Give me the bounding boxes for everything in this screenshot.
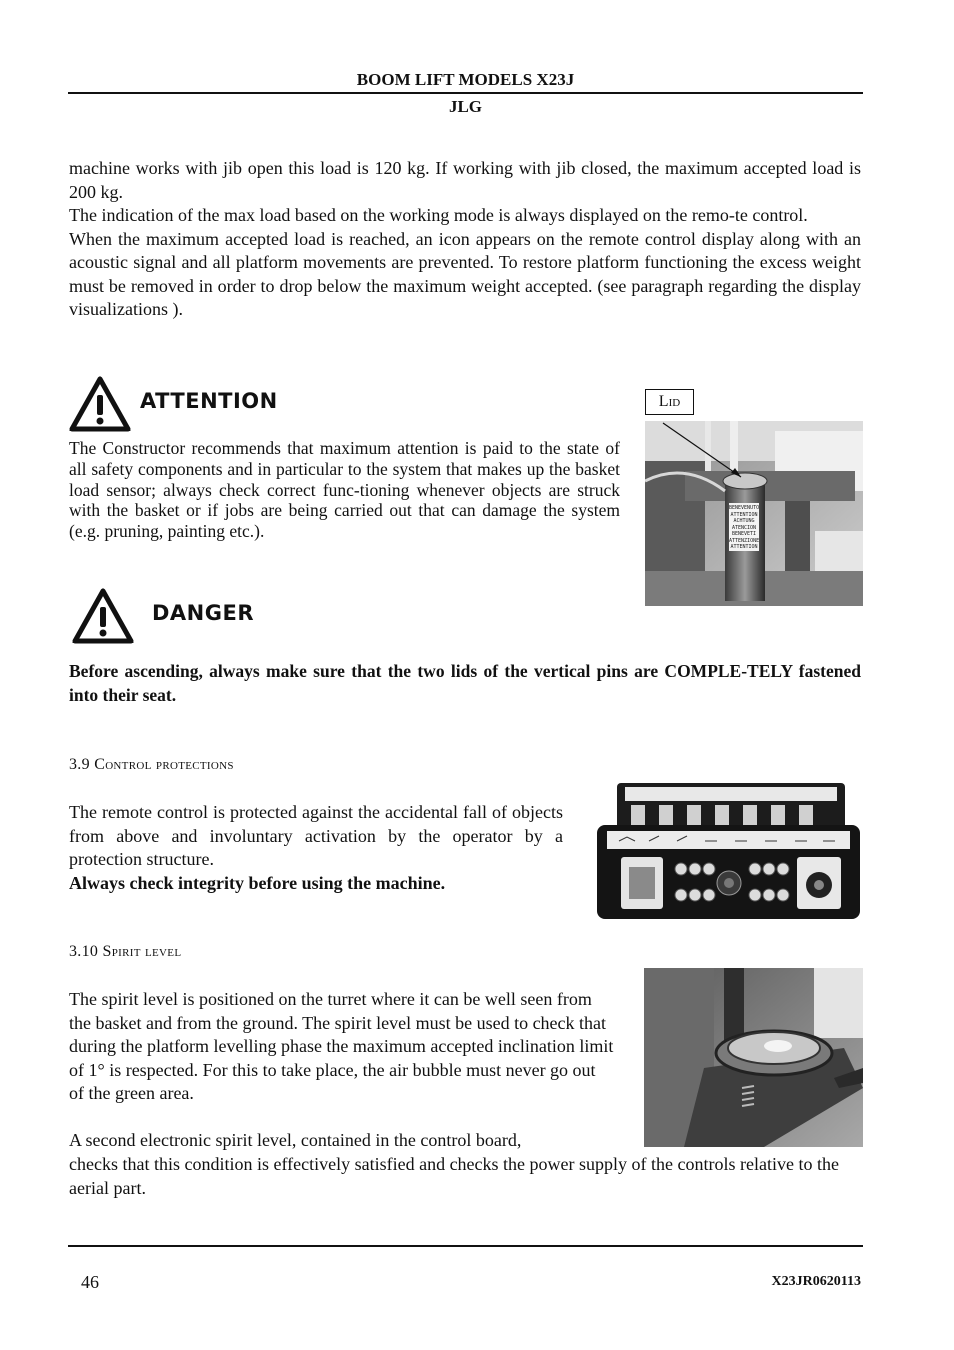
document-code: X23JR0620113: [771, 1274, 861, 1289]
section-heading-control-protections: 3.9 Control protections: [69, 756, 234, 773]
document-title: BOOM LIFT MODELS X23J: [356, 70, 575, 89]
footer-rule: [68, 1245, 863, 1247]
spirit-level-photo: [644, 968, 863, 1147]
attention-text: The Constructor recommends that maximum attention is paid to the state of all safety components and in particular to the system that makes up the basket load sensor; always check correct func-tioning whenever objects are struck with the basket or if jobs are being carried out that can damage the system (e.g. pruning, painting etc.).: [69, 438, 620, 542]
attention-title: ATTENTION: [140, 389, 278, 413]
pin-sticker-text: BENEVENUTO ATTENTION ACHTUNG ATENCION BENEVETI ATTENZIONE ATTENTION: [729, 505, 760, 550]
lid-label: Lid: [658, 393, 681, 410]
spirit-level-paragraph-2b: checks that this condition is effectively satisfied and checks the power supply of the controls relative to the aerial part.: [69, 1154, 839, 1198]
danger-title: DANGER: [152, 601, 255, 625]
load-sensor-photo: [645, 421, 863, 606]
lid-label-box: [645, 389, 694, 415]
spirit-level-paragraph-2a: A second electronic spirit level, contained in the control board,: [69, 1130, 522, 1150]
intro-paragraph-2: The indication of the max load based on the working mode is always displayed on the remo-te control.: [69, 205, 808, 225]
control-protections-bold: Always check integrity before using the machine.: [69, 872, 446, 893]
control-protections-paragraph: The remote control is protected against the accidental fall of objects from above and involuntary activation by the operator by a protection structure.: [69, 802, 563, 869]
remote-control-photo: [597, 783, 860, 919]
intro-text: [69, 157, 861, 322]
page-number: 46: [81, 1272, 99, 1292]
header-rule: [68, 92, 863, 94]
spirit-level-paragraph-1: The spirit level is positioned on the turret where it can be well seen from the basket and from the ground. The spirit level must be used to check that during the platform levelling phase the maximum accepted inclination limit of 1° is respected. For this to take place, the air bubble must never go out of the green area.: [69, 989, 614, 1103]
section-heading-spirit-level: 3.10 Spirit level: [69, 943, 182, 960]
warning-triangle-icon: [69, 376, 131, 432]
danger-text: Before ascending, always make sure that the two lids of the vertical pins are COMPLE-TELY fastened into their seat.: [69, 661, 861, 705]
warning-triangle-icon: [72, 588, 134, 644]
control-protections-text: [69, 801, 563, 895]
intro-paragraph-3: When the maximum accepted load is reached, an icon appears on the remote control display along with an acoustic signal and all platform movements are prevented. To restore platform functioning the excess weight must be removed in order to drop below the maximum weight accepted. (see paragraph regarding the display visualizations ).: [69, 228, 861, 319]
brand-name: JLG: [448, 97, 483, 116]
intro-paragraph-1: machine works with jib open this load is 120 kg. If working with jib closed, the maximum accepted load is 200 kg.: [69, 158, 861, 202]
